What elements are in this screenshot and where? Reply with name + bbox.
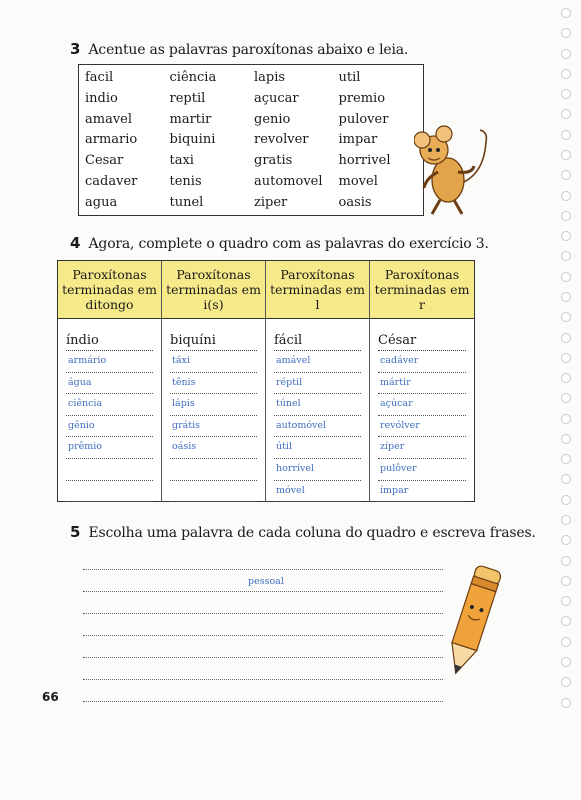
answer-line[interactable]: amável <box>274 351 361 373</box>
word-item: martir <box>169 111 212 127</box>
exercise-5-heading <box>70 523 536 541</box>
word-item: facil <box>85 69 114 85</box>
table-column-i <box>162 319 266 502</box>
answer-line[interactable]: mártir <box>378 373 466 395</box>
answer-line[interactable]: útil <box>274 437 361 459</box>
answer-line[interactable]: réptil <box>274 373 361 395</box>
writing-line[interactable] <box>83 658 443 680</box>
exercise-3-word-box <box>78 64 424 216</box>
writing-line[interactable] <box>83 614 443 636</box>
writing-lines[interactable] <box>83 548 443 702</box>
answer-line[interactable]: açúcar <box>378 394 466 416</box>
answer-line[interactable]: túnel <box>274 394 361 416</box>
page-number: 66 <box>42 690 59 704</box>
answer-line[interactable]: táxi <box>170 351 257 373</box>
word-item: Cesar <box>85 153 124 169</box>
exercise-3-number: 3 <box>70 40 81 58</box>
word-item: util <box>338 69 361 85</box>
example-word: índio <box>66 331 153 351</box>
writing-line[interactable] <box>83 680 443 702</box>
answer-line[interactable]: armário <box>66 351 153 373</box>
answer-line[interactable]: gênio <box>66 416 153 438</box>
answer-line[interactable] <box>170 459 257 481</box>
answer-line[interactable]: tênis <box>170 373 257 395</box>
answer-line[interactable]: horrível <box>274 459 361 481</box>
word-item: impar <box>338 132 378 148</box>
writing-line[interactable] <box>83 570 443 592</box>
word-item: ciência <box>169 69 217 85</box>
table-column-ditongo <box>58 319 162 502</box>
word-item: tunel <box>169 195 204 211</box>
table-header-i: Paroxítonas terminadas em i(s) <box>162 261 266 319</box>
word-item: revolver <box>254 132 309 148</box>
word-item: indio <box>85 90 118 106</box>
table-column-r <box>370 319 474 502</box>
word-item: pulover <box>338 111 389 127</box>
answer-line[interactable]: automóvel <box>274 416 361 438</box>
writing-line[interactable] <box>83 636 443 658</box>
answer-line[interactable]: prêmio <box>66 437 153 459</box>
exercise-4-table <box>57 260 475 502</box>
spiral-binding <box>561 8 575 708</box>
answer-line[interactable]: pulôver <box>378 459 466 481</box>
answer-line[interactable]: cadáver <box>378 351 466 373</box>
exercise-4-number: 4 <box>70 234 81 252</box>
word-item: horrivel <box>338 153 391 169</box>
word-item: premio <box>338 90 386 106</box>
example-word: fácil <box>274 331 361 351</box>
word-item: agua <box>85 195 118 211</box>
answer-line[interactable]: água <box>66 373 153 395</box>
word-item: tenis <box>169 174 202 190</box>
exercise-3-heading <box>70 40 408 58</box>
answer-line[interactable]: revólver <box>378 416 466 438</box>
answer-line[interactable]: oásis <box>170 437 257 459</box>
word-item: oasis <box>338 195 372 211</box>
answer-line[interactable] <box>170 481 257 503</box>
exercise-5-title: Escolha uma palavra de cada coluna do quadro e escreva frases. <box>88 525 536 541</box>
word-item: lapis <box>254 69 286 85</box>
word-item: reptil <box>169 90 206 106</box>
word-item: gratis <box>254 153 293 169</box>
handwritten-word: pessoal <box>248 576 284 587</box>
word-item: automovel <box>254 174 323 190</box>
word-item: açucar <box>254 90 299 106</box>
exercise-4-heading <box>70 234 489 252</box>
word-item: ziper <box>254 195 288 211</box>
mouse-illustration <box>414 122 494 218</box>
word-item: amavel <box>85 111 133 127</box>
exercise-4-title: Agora, complete o quadro com as palavras do exercício 3. <box>88 236 489 252</box>
word-item: cadaver <box>85 174 138 190</box>
table-header-r: Paroxítonas terminadas em r <box>370 261 474 319</box>
writing-line[interactable] <box>83 548 443 570</box>
answer-line[interactable] <box>66 481 153 503</box>
example-word: biquíni <box>170 331 257 351</box>
word-item: genio <box>254 111 291 127</box>
table-column-l <box>266 319 370 502</box>
word-item: taxi <box>169 153 194 169</box>
answer-line[interactable]: móvel <box>274 481 361 503</box>
exercise-3-title: Acentue as palavras paroxítonas abaixo e leia. <box>88 42 409 58</box>
pencil-illustration <box>438 560 508 685</box>
table-header-ditongo: Paroxítonas terminadas em ditongo <box>58 261 162 319</box>
answer-line[interactable]: zíper <box>378 437 466 459</box>
writing-line[interactable] <box>83 592 443 614</box>
example-word: César <box>378 331 466 351</box>
word-item: movel <box>338 174 378 190</box>
answer-line[interactable]: ímpar <box>378 481 466 503</box>
answer-line[interactable]: ciência <box>66 394 153 416</box>
answer-line[interactable] <box>66 459 153 481</box>
answer-line[interactable]: grátis <box>170 416 257 438</box>
word-item: armario <box>85 132 138 148</box>
exercise-5-number: 5 <box>70 523 81 541</box>
word-item: biquini <box>169 132 216 148</box>
answer-line[interactable]: lápis <box>170 394 257 416</box>
table-header-l: Paroxítonas terminadas em l <box>266 261 370 319</box>
